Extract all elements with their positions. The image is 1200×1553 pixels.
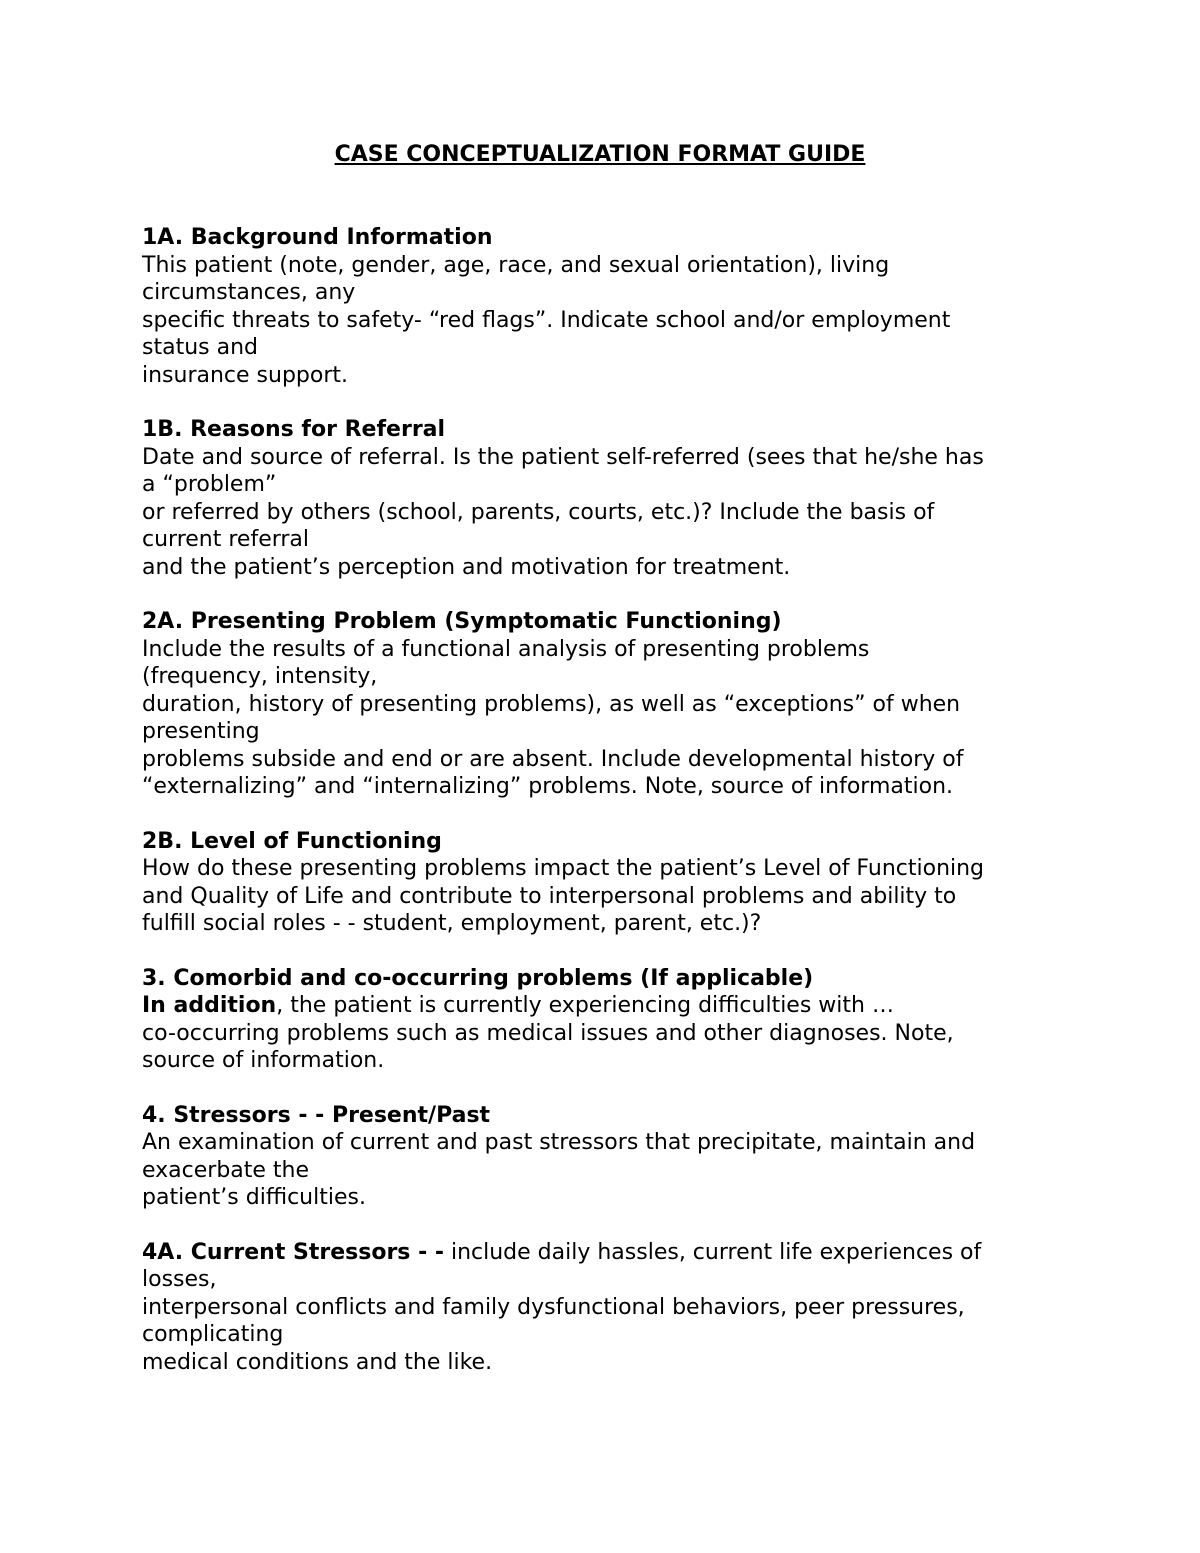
body-line: exacerbate the <box>142 1157 310 1183</box>
body-line: a “problem” <box>142 472 277 497</box>
section-heading: 4. Stressors - - Present/Past <box>142 1102 491 1128</box>
body-line: How do these presenting problems impact the patient’s Level of Functioning <box>142 856 985 881</box>
body-line: problems subside and end or are absent. Include developmental history of <box>142 746 964 772</box>
section-heading: 3. Comorbid and co-occurring problems (If applicable) <box>142 965 814 991</box>
bold-lead-text: In addition <box>142 993 277 1018</box>
body-line: presenting <box>142 719 260 744</box>
body-line: patient’s difficulties. <box>142 1185 366 1210</box>
body-line: losses, <box>142 1267 217 1292</box>
body-line: This patient (note, gender, age, race, and sexual orientation), living <box>142 252 890 278</box>
section-2a <box>142 608 1062 801</box>
body-line: An examination of current and past stressors that precipitate, maintain and <box>142 1130 976 1155</box>
body-line: “externalizing” and “internalizing” problems. Note, source of information. <box>142 774 954 799</box>
body-line: and the patient’s perception and motivation for treatment. <box>142 554 791 580</box>
body-line: circumstances, any <box>142 280 356 305</box>
section-heading: 2A. Presenting Problem (Symptomatic Functioning) <box>142 609 782 634</box>
section-heading-line <box>142 1239 1062 1267</box>
document-page <box>142 140 1062 1403</box>
section-2b <box>142 828 1062 938</box>
body-line: fulfill social roles - - student, employment, parent, etc.)? <box>142 911 762 936</box>
body-line: and Quality of Life and contribute to interpersonal problems and ability to <box>142 883 957 909</box>
body-line: duration, history of presenting problems), as well as “exceptions” of when <box>142 691 961 717</box>
section-heading: 4A. Current Stressors - - <box>142 1239 444 1265</box>
section-4a <box>142 1239 1062 1377</box>
section-1a <box>142 224 1062 389</box>
body-line: current referral <box>142 527 310 552</box>
document-title: CASE CONCEPTUALIZATION FORMAT GUIDE <box>334 142 866 167</box>
lead-rest-text: , the patient is currently experiencing difficulties with … <box>276 993 894 1018</box>
section-1b <box>142 416 1062 581</box>
body-line: medical conditions and the like. <box>142 1349 493 1375</box>
body-line: status and <box>142 335 258 360</box>
heading-rest-text: include daily hassles, current life experiences of <box>443 1239 982 1265</box>
body-line: co-occurring problems such as medical issues and other diagnoses. Note, <box>142 1020 954 1046</box>
section-3 <box>142 965 1062 1075</box>
body-line: complicating <box>142 1322 284 1347</box>
body-line: insurance support. <box>142 362 349 388</box>
body-line: Include the results of a functional analysis of presenting problems <box>142 636 870 662</box>
body-line: interpersonal conflicts and family dysfunctional behaviors, peer pressures, <box>142 1294 965 1320</box>
section-heading: 1B. Reasons for Referral <box>142 417 446 442</box>
section-heading: 1A. Background Information <box>142 225 493 250</box>
body-line: (frequency, intensity, <box>142 664 378 689</box>
body-line: or referred by others (school, parents, courts, etc.)? Include the basis of <box>142 499 935 525</box>
body-line: specific threats to safety- “red flags”. Indicate school and/or employment <box>142 307 951 333</box>
body-line: Date and source of referral. Is the patient self-referred (sees that he/she has <box>142 444 984 470</box>
section-4 <box>142 1102 1062 1212</box>
body-line-with-bold-lead <box>142 992 1062 1020</box>
body-line: source of information. <box>142 1048 385 1073</box>
section-heading: 2B. Level of Functioning <box>142 828 442 854</box>
